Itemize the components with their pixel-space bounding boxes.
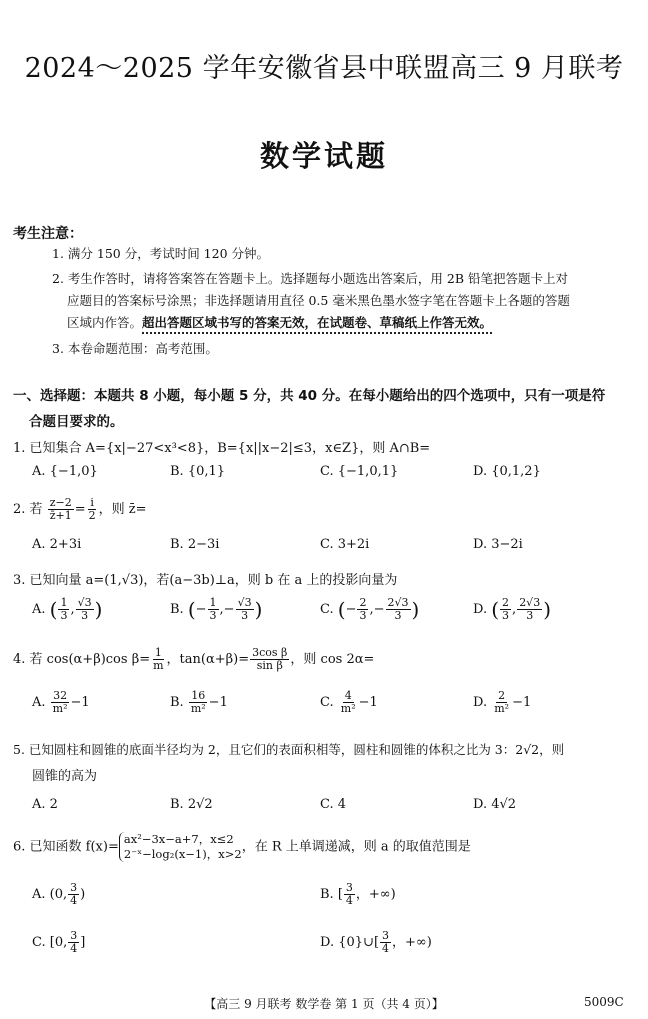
q6-c-close: ] [80,935,86,950]
q6-c-label: C. [32,935,46,950]
q2-prefix: 2. 若 [13,502,43,517]
q6-a-close: ) [80,887,86,902]
q4-b-tail: −1 [208,695,228,710]
q5-option-a: A. 2 [32,797,58,812]
q4-d-tail: −1 [512,695,532,710]
q2-option-c: C. 3+2i [320,537,370,552]
q4-d-den: m² [494,702,510,715]
q4-option-b [170,690,228,715]
q6-option-b [320,882,396,907]
q3-option-c: C. (− $\frac{2}{3}$ ,− $\frac{2√3}{3}$ ) [320,596,420,622]
q3-option-b: B. (− $\frac{1}{3}$ ,− $\frac{√3}{3}$ ) [170,596,263,622]
notice-item-2-line-2: 应题目的答案标号涂黑；非选择题请用直径 0.5 毫米黑色墨水签字笔在答题卡上各题的答题 [67,293,570,308]
q4-b-frac [189,690,208,715]
q6-b-num: 3 [345,881,353,894]
q6-d-label: D. [320,935,335,950]
q6-d-num: 3 [382,929,390,942]
q4-b-label: B. [170,695,184,710]
q3-b-frac-1 [208,597,219,622]
q6-b-open: [ [337,887,343,902]
q4-mid: ，tan(α+β)= [166,652,250,667]
q6-b-label: B. [320,887,334,902]
q3-a-n1: 1 [60,596,68,609]
q6-a-label: A. [32,887,46,902]
q4-suffix: ，则 cos 2α= [290,652,375,667]
q6-case-1: ax²−3x−a+7，x≤2 [123,832,234,846]
q2-equals: = [74,502,86,517]
q3-c-n1: 2 [359,596,367,609]
q6-a-open: (0, [49,887,68,902]
q2-option-a: A. 2+3i [32,537,82,552]
q3-option-d: D. ( $\frac{2}{3}$ , $\frac{2√3}{3}$ ) [473,596,552,622]
q2-frac1-num: z−2 [49,496,72,509]
q4-b-den: m² [190,702,206,715]
q4-a-frac [51,690,70,715]
q3-c-d2: 3 [394,609,402,622]
exam-title: 2024～2025 学年安徽省县中联盟高三 9 月联考 [24,53,624,84]
notice-heading: 考生注意： [13,226,83,242]
q3-c-frac-1 [357,597,368,622]
question-3-stem: 3. 已知向量 a=(1,√3)，若(a−3b)⊥a，则 b 在 a 上的投影向量为 [13,573,398,588]
question-4-stem [13,647,374,672]
q3-b-label: B. [170,602,184,617]
q6-c-open: [0, [49,935,68,950]
q3-a-n2: √3 [77,596,92,609]
q6-prefix: 6. 已知函数 f(x)= [13,839,119,855]
question-2-stem [13,497,146,522]
q4-frac-2 [250,647,289,672]
notice-item-2-line-1: 2. 考生作答时，请将答案答在答题卡上。选择题每小题选出答案后，用 2B 铅笔把答题卡上对 [52,271,568,286]
q3-d-n2: 2√3 [519,596,541,609]
q4-c-den: m² [340,702,356,715]
q6-option-a [32,882,85,907]
question-6-stem [13,832,471,862]
q6-d-open: [ [373,935,380,950]
q3-b-d1: 3 [209,609,217,622]
q6-option-d [320,930,432,955]
q3-d-d2: 3 [526,609,534,622]
q5-option-d: D. 4√2 [473,797,517,812]
q3-a-frac-1 [58,597,69,622]
q4-b-num: 16 [191,689,206,702]
q4-f1-den: m [153,659,164,672]
q6-d-frac [380,930,391,955]
q6-a-num: 3 [70,881,78,894]
notice-item-2-plain: 区域内作答。 [67,315,143,330]
q3-option-a: A. ( $\frac{1}{3}$ , $\frac{√3}{3}$ ) [32,596,103,622]
q4-option-a [32,690,90,715]
q3-d-d1: 3 [502,609,510,622]
q1-option-b: B. {0,1} [170,464,226,479]
q6-suffix: ，在 R 上单调递减，则 a 的取值范围是 [241,839,471,855]
q2-option-d: D. 3−2i [473,537,523,552]
q4-option-d [473,690,531,715]
q6-a-den: 4 [70,894,78,907]
q4-c-frac [339,690,358,715]
notice-item-2-line-3 [67,314,492,331]
q3-a-d2: 3 [81,609,89,622]
notice-emphasis: 超出答题区域书写的答案无效，在试题卷、草稿纸上作答无效。 [142,315,492,334]
q6-d-close: ，+∞) [392,935,432,950]
q3-d-frac-1 [500,597,511,622]
q3-b-d2: 3 [241,609,249,622]
q2-frac2-num: i [90,496,94,509]
q3-b-n2: √3 [237,596,252,609]
q6-c-den: 4 [70,942,78,955]
q3-a-d1: 3 [60,609,68,622]
q5-option-c: C. 4 [320,797,347,812]
question-5-line-2: 圆锥的高为 [32,769,98,784]
q4-a-den: m² [52,702,68,715]
q3-c-frac-2 [386,597,411,622]
q2-fraction-2 [87,497,98,522]
page-footer: 【高三 9 月联考 数学卷 第 1 页（共 4 页）】 [204,997,444,1011]
q4-option-c [320,690,378,715]
q4-c-tail: −1 [358,695,378,710]
q4-a-num: 32 [53,689,68,702]
q6-d-den: 4 [382,942,390,955]
q6-a-frac [68,882,79,907]
q6-b-den: 4 [345,894,353,907]
q2-frac2-den: 2 [88,509,96,522]
q2-suffix: ，则 z̄= [98,502,147,517]
q6-d-pre: {0}∪ [338,935,374,950]
q4-f2-num: 3cos β [252,646,288,659]
q3-b-n1: 1 [209,596,217,609]
section-heading-line-1: 一、选择题：本题共 8 小题，每小题 5 分，共 40 分。在每小题给出的四个选项中，只有一项是符 [13,388,606,404]
q4-c-label: C. [320,695,334,710]
q3-d-n1: 2 [502,596,510,609]
q6-b-frac [344,882,355,907]
q3-b-frac-2 [236,597,254,622]
q6-option-c [32,930,85,955]
question-1-stem: 1. 已知集合 A={x|−27<x³<8}，B={x||x−2|≤3，x∈Z}，则 A∩B= [13,441,431,456]
q4-a-label: A. [32,695,46,710]
section-heading-line-2: 合题目要求的。 [29,414,124,430]
paper-code: 5009C [584,995,624,1009]
q6-case-2: 2⁻ˣ−log₂(x−1)，x>2 [123,847,242,861]
q3-c-d1: 3 [359,609,367,622]
q6-c-frac [68,930,79,955]
q1-option-d: D. {0,1,2} [473,464,541,479]
q1-option-c: C. {−1,0,1} [320,464,399,479]
q4-c-num: 4 [344,689,352,702]
q3-a-label: A. [32,602,46,617]
q6-b-close: ，+∞) [355,887,396,902]
notice-item-1: 1. 满分 150 分，考试时间 120 分钟。 [52,246,270,261]
q6-c-num: 3 [70,929,78,942]
q5-option-b: B. 2√2 [170,797,213,812]
q4-d-frac [492,690,511,715]
q4-f2-den: sin β [256,659,283,672]
exam-subject: 数学试题 [259,139,388,173]
q2-frac1-den: z̄+1 [49,509,72,522]
q6-piecewise [119,832,242,862]
question-5-line-1: 5. 已知圆柱和圆锥的底面半径均为 2，且它们的表面积相等，圆柱和圆锥的体积之比为 3：2√2，则 [13,742,565,757]
q4-d-num: 2 [498,689,506,702]
q4-prefix: 4. 若 cos(α+β)cos β= [13,652,151,667]
notice-item-3: 3. 本卷命题范围：高考范围。 [52,341,218,356]
q2-fraction-1 [48,497,74,522]
q4-a-tail: −1 [70,695,90,710]
q3-a-frac-2 [76,597,94,622]
q3-d-frac-2 [517,597,542,622]
q2-option-b: B. 2−3i [170,537,220,552]
q3-c-n2: 2√3 [387,596,409,609]
q4-frac-1 [151,647,165,672]
q1-option-a: A. {−1,0} [32,464,98,479]
q4-d-label: D. [473,695,488,710]
q4-f1-num: 1 [154,646,162,659]
q3-c-label: C. [320,602,334,617]
q3-d-label: D. [473,602,488,617]
